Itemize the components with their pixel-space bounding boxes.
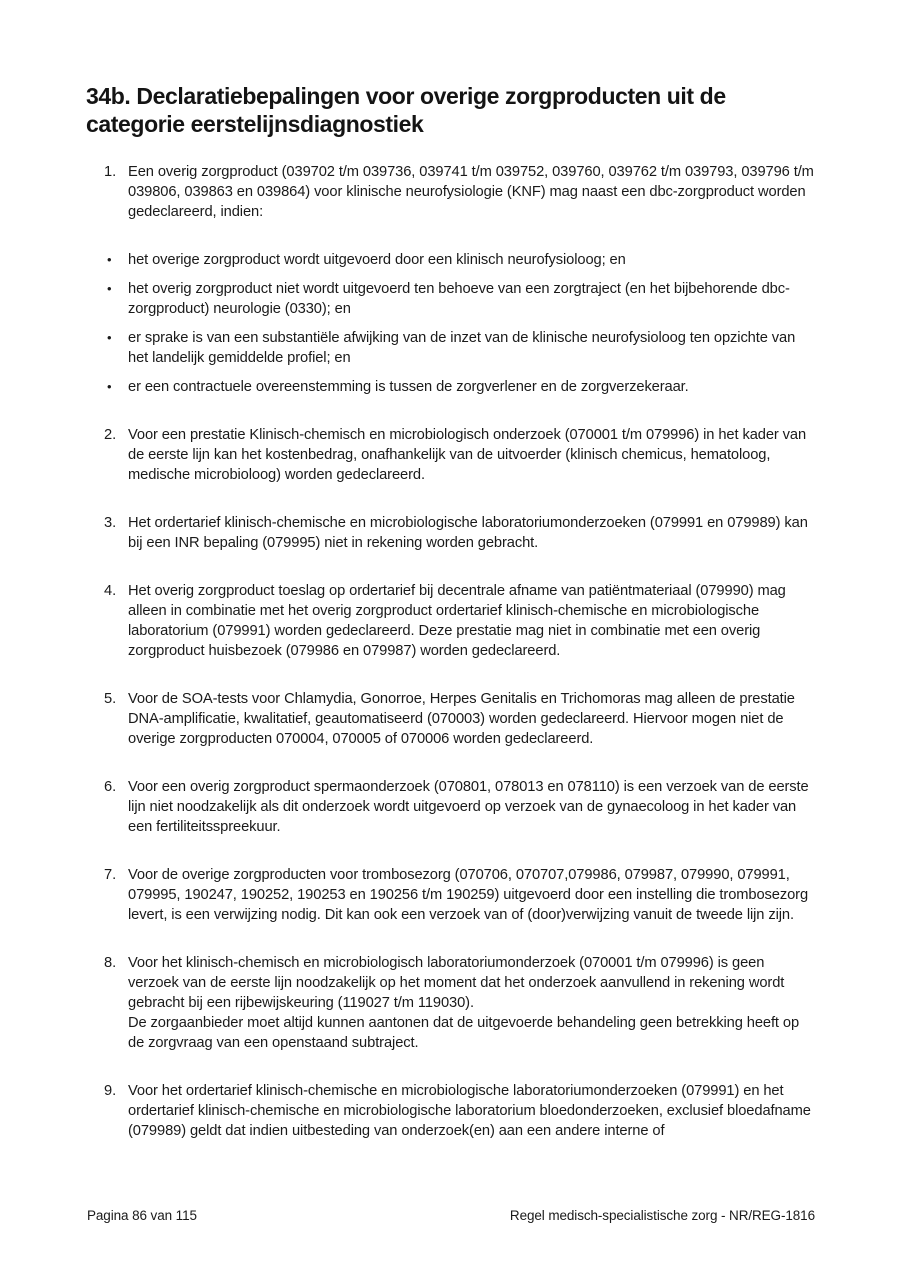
bullet-text: het overig zorgproduct niet wordt uitgevoerd ten behoeve van een zorgtraject (en het bijbehorende dbc-zorgproduct) neurologie (0330); en bbox=[128, 281, 790, 317]
item-body bbox=[128, 425, 816, 485]
item-text: Het ordertarief klinisch-chemische en microbiologische laboratoriumonderzoeken (079991 en 079989) kan bij een INR bepaling (079995) niet in rekening worden gebracht. bbox=[128, 515, 808, 551]
footer-document-reference: Regel medisch-specialistische zorg - NR/REG-1816 bbox=[509, 1208, 815, 1223]
bullet-text: er sprake is van een substantiële afwijking van de inzet van de klinische neurofysioloog ten opzichte van het landelijk gemiddelde profiel; en bbox=[128, 330, 796, 366]
item-number: 1. bbox=[104, 164, 117, 180]
item-number: 7. bbox=[104, 867, 117, 883]
item-number: 2. bbox=[104, 427, 117, 443]
item-text: Voor de SOA-tests voor Chlamydia, Gonorroe, Herpes Genitalis en Trichomoras mag alleen de prestatie DNA-amplificatie, kwalitatief, geautomatiseerd (070003) worden gedeclareerd. Hiervoor mogen niet de overige zorgproducten 070004, 070005 of 070006 worden gedeclareerd. bbox=[128, 691, 795, 747]
list-item bbox=[86, 425, 816, 485]
list-item bbox=[86, 953, 816, 1053]
item-number: 6. bbox=[104, 779, 117, 795]
bullet-item bbox=[86, 279, 816, 319]
item-body bbox=[128, 953, 816, 1053]
item-body bbox=[128, 162, 816, 222]
bullet-icon: • bbox=[107, 252, 112, 267]
bullet-list bbox=[86, 250, 816, 397]
item-body bbox=[128, 689, 816, 749]
list-item bbox=[86, 513, 816, 553]
item-number: 4. bbox=[104, 583, 117, 599]
list-item bbox=[86, 777, 816, 837]
bullet-text: er een contractuele overeenstemming is tussen de zorgverlener en de zorgverzekeraar. bbox=[128, 379, 689, 395]
ordered-list bbox=[86, 162, 816, 1141]
item-body bbox=[128, 1081, 816, 1141]
item-number: 8. bbox=[104, 955, 117, 971]
item-body bbox=[128, 581, 816, 661]
bullet-icon: • bbox=[107, 330, 112, 345]
bullet-text: het overige zorgproduct wordt uitgevoerd door een klinisch neurofysioloog; en bbox=[128, 252, 626, 268]
item-text: Voor het ordertarief klinisch-chemische en microbiologische laboratoriumonderzoeken (079991) en het ordertarief klinisch-chemische en microbiologische laboratorium bloedonderzoeken, exclusief bloedafname (079989) geldt dat indien uitbesteding van onderzoek(en) aan een andere interne of bbox=[128, 1083, 811, 1139]
bullet-icon: • bbox=[107, 281, 112, 296]
item-number: 9. bbox=[104, 1083, 117, 1099]
item-body bbox=[128, 513, 816, 553]
item-text: Voor een overig zorgproduct spermaonderzoek (070801, 078013 en 078110) is een verzoek van de eerste lijn niet noodzakelijk als dit onderzoek wordt uitgevoerd op verzoek van de gynaecoloog in het kader van een fertiliteitsspreekuur. bbox=[128, 779, 809, 835]
bullet-item bbox=[86, 250, 816, 270]
item-text: Voor een prestatie Klinisch-chemisch en microbiologisch onderzoek (070001 t/m 079996) in het kader van de eerste lijn kan het kostenbedrag, onafhankelijk van de uitvoerder (klinisch chemicus, hematoloog, medische microbioloog) worden gedeclareerd. bbox=[128, 427, 807, 483]
list-item bbox=[86, 581, 816, 661]
item-body bbox=[128, 777, 816, 837]
item-text: De zorgaanbieder moet altijd kunnen aantonen dat de uitgevoerde behandeling geen betrekking heeft op de zorgvraag van een openstaand subtraject. bbox=[128, 1015, 800, 1051]
page-title: 34b. Declaratiebepalingen voor overige zorgproducten uit de categorie eerstelijnsdiagnostiek bbox=[86, 83, 726, 137]
item-text: Voor de overige zorgproducten voor trombosezorg (070706, 070707,079986, 079987, 079990, 079991, 079995, 190247, 190252, 190253 en 190256 t/m 190259) uitgevoerd door een instelling die trombosezorg levert, is een verwijzing nodig. Dit kan ook een verzoek van of (door)verwijzing vanuit de tweede lijn zijn. bbox=[128, 867, 809, 923]
bullet-item bbox=[86, 328, 816, 368]
item-number: 3. bbox=[104, 515, 117, 531]
bullet-item bbox=[86, 377, 816, 397]
list-item bbox=[86, 865, 816, 925]
list-item bbox=[86, 689, 816, 749]
item-body bbox=[128, 865, 816, 925]
bullet-icon: • bbox=[107, 379, 112, 394]
page-number: Pagina 86 van 115 bbox=[87, 1208, 197, 1223]
item-text: Voor het klinisch-chemisch en microbiologisch laboratoriumonderzoek (070001 t/m 079996) is geen verzoek van de eerste lijn noodzakelijk op het moment dat het onderzoek aanvullend in rekening wordt gebracht bij een rijbewijskeuring (119027 t/m 119030). bbox=[128, 955, 785, 1011]
item-number: 5. bbox=[104, 691, 117, 707]
list-item bbox=[86, 162, 816, 222]
list-item bbox=[86, 1081, 816, 1141]
document-content bbox=[86, 82, 816, 1169]
item-text: Het overig zorgproduct toeslag op ordertarief bij decentrale afname van patiëntmateriaal (079990) mag alleen in combinatie met het overig zorgproduct ordertarief klinisch-chemische en microbiologische laboratorium (079991) worden gedeclareerd. Deze prestatie mag niet in combinatie met een overig zorgproduct huisbezoek (079986 en 079987) worden gedeclareerd. bbox=[128, 583, 786, 659]
item-text: Een overig zorgproduct (039702 t/m 039736, 039741 t/m 039752, 039760, 039762 t/m 039793, 039796 t/m 039806, 039863 en 039864) voor klinische neurofysiologie (KNF) mag naast een dbc-zorgproduct worden gedeclareerd, indien: bbox=[128, 164, 814, 220]
footer bbox=[87, 1207, 815, 1225]
